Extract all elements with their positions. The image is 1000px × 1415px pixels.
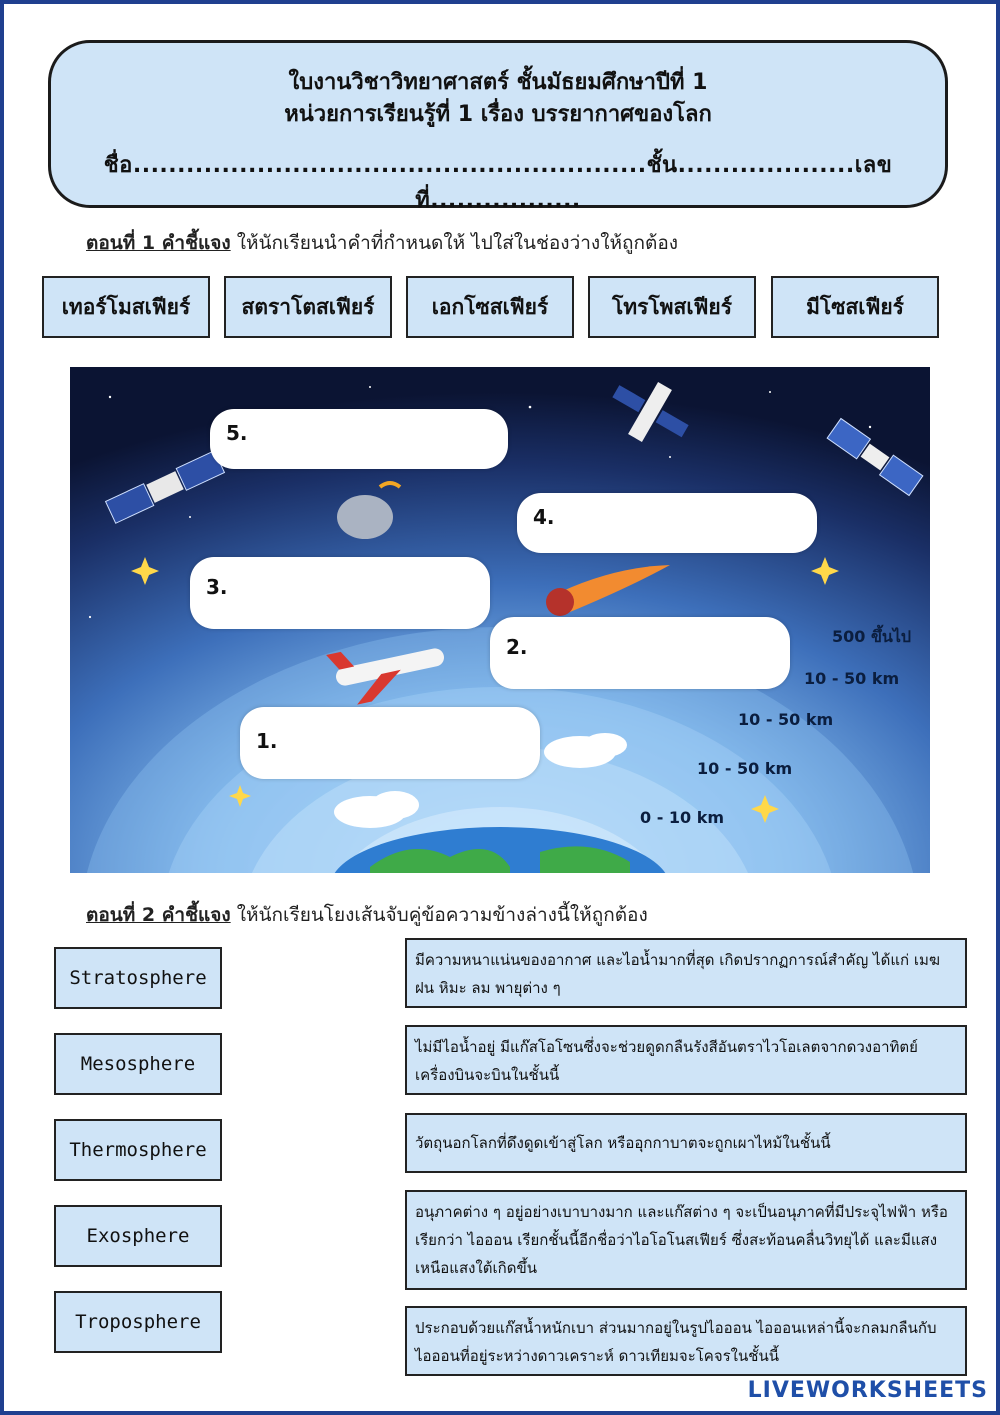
header-subtitle: หน่วยการเรียนรู้ที่ 1 เรื่อง บรรยากาศของโลก bbox=[284, 102, 712, 127]
layer-exosphere[interactable]: Exosphere bbox=[54, 1205, 222, 1267]
word-thermosphere[interactable]: เทอร์โมสเฟียร์ bbox=[42, 276, 210, 338]
answer-box-1[interactable] bbox=[240, 707, 540, 779]
answer-number-1: 1. bbox=[256, 729, 278, 753]
layer-stratosphere[interactable]: Stratosphere bbox=[54, 947, 222, 1009]
atmosphere-illustration bbox=[70, 367, 930, 873]
answer-box-4[interactable] bbox=[517, 493, 817, 553]
answer-number-5: 5. bbox=[226, 421, 248, 445]
description-4[interactable]: อนุภาคต่าง ๆ อยู่อย่างเบาบางมาก และแก๊สต่าง ๆ จะเป็นอนุภาคที่มีประจุไฟฟ้า หรือเรียกว่า ไอออน เรียกชั้นนี้อีกชื่อว่าไอโอโนสเฟียร์ ซึ่งสะท้อนคลื่นวิทยุได้ และมีแสงเหนือแสงใต้เกิดขึ้น bbox=[405, 1190, 967, 1290]
description-3[interactable]: วัตถุนอกโลกที่ดึงดูดเข้าสู่โลก หรืออุกกาบาตจะถูกเผาไหม้ในชั้นนี้ bbox=[405, 1113, 967, 1173]
altitude-label-troposphere: 0 - 10 km bbox=[640, 808, 725, 827]
liveworksheets-logo: LIVEWORKSHEETS bbox=[747, 1378, 988, 1403]
student-info-fields[interactable]: ชื่อ..........................................................ชั้น....................เลขที่................. bbox=[103, 153, 893, 213]
part1-label: ตอนที่ 1 คำชี้แจง bbox=[86, 232, 231, 254]
description-1[interactable]: มีความหนาแน่นของอากาศ และไอน้ำมากที่สุด เกิดปรากฏการณ์สำคัญ ได้แก่ เมฆ ฝน หิมะ ลม พายุต่าง ๆ bbox=[405, 938, 967, 1008]
layer-mesosphere[interactable]: Mesosphere bbox=[54, 1033, 222, 1095]
word-stratosphere[interactable]: สตราโตสเฟียร์ bbox=[224, 276, 392, 338]
layer-thermosphere[interactable]: Thermosphere bbox=[54, 1119, 222, 1181]
altitude-label-stratosphere: 10 - 50 km bbox=[697, 759, 793, 778]
description-5[interactable]: ประกอบด้วยแก๊สน้ำหนักเบา ส่วนมากอยู่ในรูปไอออน ไอออนเหล่านี้จะกลมกลืนกับไอออนที่อยู่ระหว่างดาวเคราะห์ ดาวเทียมจะโคจรในชั้นนี้ bbox=[405, 1306, 967, 1376]
answer-number-2: 2. bbox=[506, 635, 528, 659]
altitude-label-mesosphere: 10 - 50 km bbox=[738, 710, 834, 729]
part2-text: ให้นักเรียนโยงเส้นจับคู่ข้อความข้างล่างนี้ให้ถูกต้อง bbox=[230, 904, 648, 926]
word-troposphere[interactable]: โทรโพสเฟียร์ bbox=[588, 276, 756, 338]
answer-number-3: 3. bbox=[206, 575, 228, 599]
altitude-label-exosphere: 500 ขึ้นไป bbox=[832, 627, 912, 646]
part2-instruction bbox=[86, 900, 648, 930]
answer-box-3[interactable] bbox=[190, 557, 490, 629]
layer-troposphere[interactable]: Troposphere bbox=[54, 1291, 222, 1353]
altitude-label-thermosphere: 10 - 50 km bbox=[804, 669, 900, 688]
answer-box-5[interactable] bbox=[210, 409, 508, 469]
description-2[interactable]: ไม่มีไอน้ำอยู่ มีแก๊สโอโซนซึ่งจะช่วยดูดกลืนรังสีอันตราไวโอเลตจากดวงอาทิตย์ เครื่องบินจะบินในชั้นนี้ bbox=[405, 1025, 967, 1095]
answer-number-4: 4. bbox=[533, 505, 555, 529]
part2-label: ตอนที่ 2 คำชี้แจง bbox=[86, 904, 231, 926]
worksheet-header bbox=[48, 40, 948, 213]
header-title: ใบงานวิชาวิทยาศาสตร์ ชั้นมัธยมศึกษาปีที่ 1 bbox=[288, 70, 708, 95]
part1-text: ให้นักเรียนนำคำที่กำหนดให้ ไปใส่ในช่องว่างให้ถูกต้อง bbox=[230, 232, 679, 254]
answer-box-2[interactable] bbox=[490, 617, 790, 689]
word-exosphere[interactable]: เอกโซสเฟียร์ bbox=[406, 276, 574, 338]
part1-instruction bbox=[86, 228, 678, 258]
word-mesosphere[interactable]: มีโซสเฟียร์ bbox=[771, 276, 939, 338]
